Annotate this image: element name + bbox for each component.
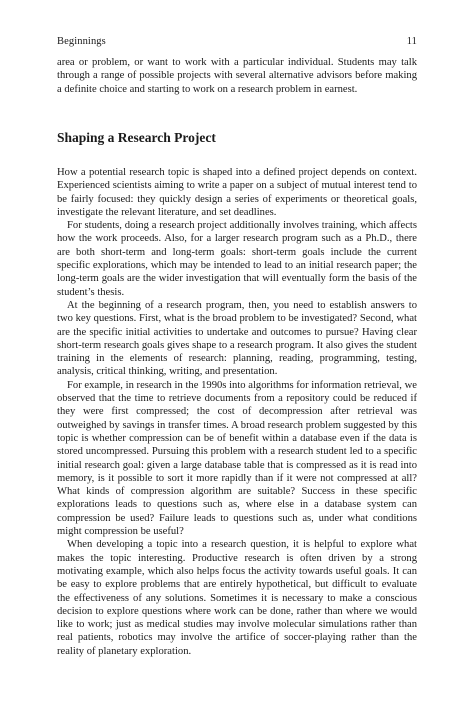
section-heading: Shaping a Research Project — [57, 130, 216, 145]
intro-text — [57, 56, 417, 96]
paragraph-1: How a potential research topic is shaped into a defined project depends on context. Experienced scientists aiming to write a paper on a subject of mutual interest tend to be fairly focused: they quickly design a series of experiments or theoretical goals, investigate the relevant literature, and set deadlines. — [57, 167, 417, 218]
page-number: 11 — [406, 36, 417, 47]
intro-paragraph: area or problem, or want to work with a particular individual. Students may talk through a range of possible projects with several alternative advisors before making a definite choice and starting to work on a research problem in earnest. — [57, 57, 417, 95]
chapter-title: Beginnings — [57, 36, 106, 47]
running-header — [57, 36, 417, 47]
paragraph-5: When developing a topic into a research question, it is helpful to explore what makes the topic interesting. Productive research is often driven by a strong motivating example, which also helps focus the activity towards useful goals. It can be easy to explore problems that are entirely hypothetical, but difficult to evaluate the effectiveness of any solutions. Sometimes it is necessary to make a conscious decision to explore questions where work can be done, rather than where we would like to work; just as medical studies may involve molecular simulations rather than real patients, robotics may involve the artifice of soccer-playing rather than the reality of planetary exploration. — [57, 539, 417, 657]
paragraph-3: At the beginning of a research program, then, you need to establish answers to two key questions. First, what is the broad problem to be investigated? Second, what are the specific initial activities to undertake and outcomes to pursue? Having clear short-term research goals gives shape to a research program. It also gives the student training in the elements of research: planning, reading, programming, testing, analysis, critical thinking, writing, and presentation. — [57, 299, 417, 378]
section-body — [57, 166, 417, 658]
paragraph-4: For example, in research in the 1990s into algorithms for information retrieval, we observed that the time to retrieve documents from a repository could be reduced if they were first compressed; the cost of decompression after retrieval was outweighed by savings in transfer times. A broad research problem suggested by this topic is whether compression can be of benefit within a database even if the data is stored uncompressed. Pursuing this problem with a research student led to a specific initial research goal: given a large database table that is compressed as it is read into memory, is it possible to sort it more rapidly than if it were not compressed at all? What kinds of compression algorithm are suitable? Success in these specific explorations leads to questions such as, where else in a database system can compression be used? Failure leads to questions such as, under what conditions might compression be useful? — [57, 379, 417, 538]
paragraph-2: For students, doing a research project additionally involves training, which affects how the work proceeds. Also, for a larger research program such as a Ph.D., there are both short-term and long-term goals: short-term goals include the current specific explorations, which may be intended to lead to an initial research paper; the long-term goals are the wider investigation that will eventually form the basis of the student’s thesis. — [57, 220, 417, 298]
